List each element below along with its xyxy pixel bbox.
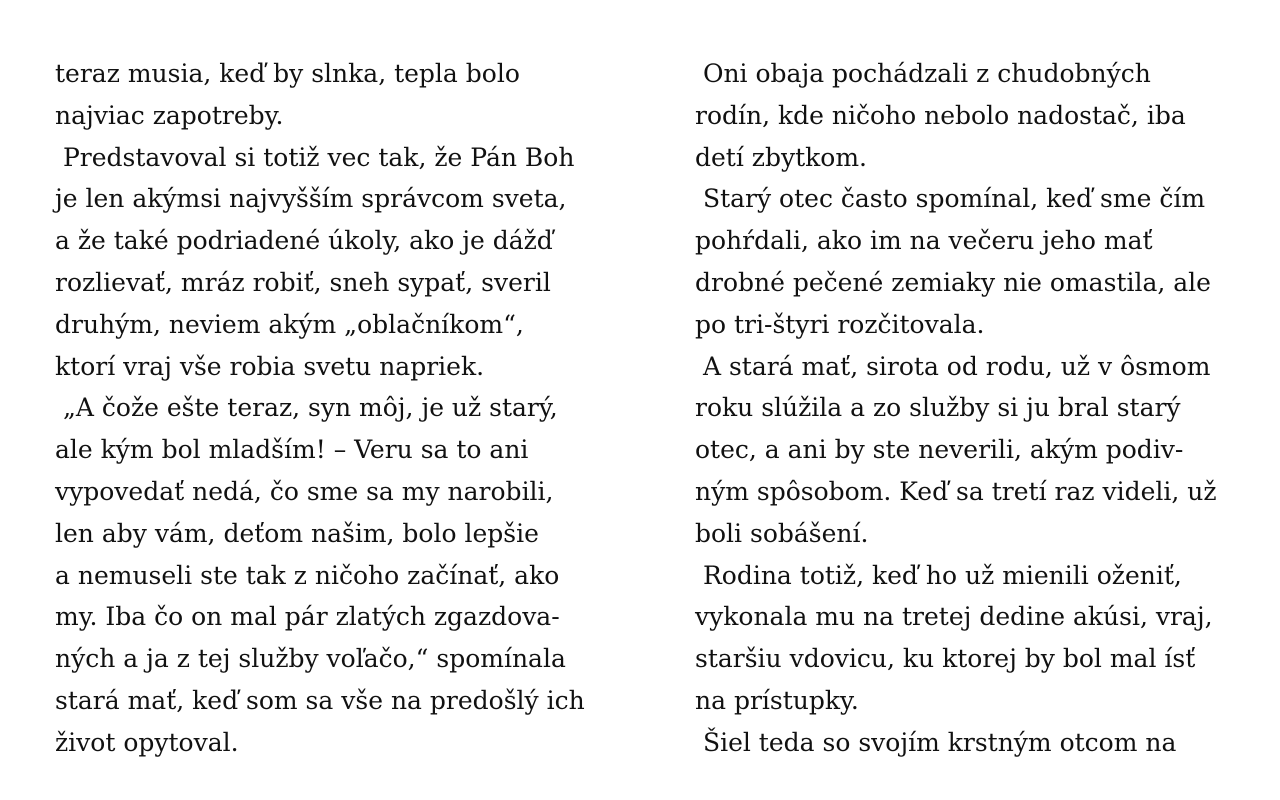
left-page-text-line: život opytoval. — [55, 727, 239, 757]
left-page-text-line: je len akýmsi najvyšším správcom sveta, — [55, 184, 567, 214]
right-page-text-line: rodín, kde ničoho nebolo nadostač, iba — [695, 100, 1186, 130]
left-page-text-line: najviac zapotreby. — [55, 100, 284, 130]
right-page-text-line: boli sobášení. — [695, 518, 869, 548]
left-page-text-line: ných a ja z tej služby voľačo,“ spomínala — [55, 644, 566, 674]
right-page-text-line: po tri-štyri rozčitovala. — [695, 309, 985, 339]
right-page-text-line: Rodina totiž, keď ho už mienili oženiť, — [695, 560, 1182, 590]
right-page-text-line: detí zbytkom. — [695, 142, 867, 172]
left-page-text-line: rozlievať, mráz robiť, sneh sypať, sveril — [55, 267, 551, 297]
right-page-text-line: Oni obaja pochádzali z chudobných — [695, 59, 1151, 88]
right-page-text-line: vykonala mu na tretej dedine akúsi, vraj, — [695, 602, 1213, 632]
right-page-text-line: ným spôsobom. Keď sa tretí raz videli, už — [695, 476, 1217, 506]
left-page-text-line: a že také podriadené úkoly, ako je dážď — [55, 226, 553, 256]
left-page-text-line: ktorí vraj vše robia svetu napriek. — [55, 351, 485, 381]
right-page-text-line: na prístupky. — [695, 685, 859, 715]
left-page-text-line: stará mať, keď som sa vše na predošlý ich — [55, 685, 585, 715]
right-page-text-line: otec, a ani by ste neverili, akým podiv- — [695, 435, 1184, 465]
right-page-text-line: roku slúžila a zo služby si ju bral starý — [695, 393, 1181, 423]
left-page-text-line: Predstavoval si totiž vec tak, že Pán Boh — [55, 142, 575, 172]
left-page-text-line: „A čože ešte teraz, syn môj, je už starý, — [55, 393, 558, 423]
left-page-text-line: vypovedať nedá, čo sme sa my narobili, — [55, 476, 554, 506]
right-page-text-line: pohŕdali, ako im na večeru jeho mať — [695, 226, 1153, 256]
left-page-text-line: druhým, neviem akým „oblačníkom“, — [55, 309, 524, 339]
right-page — [695, 53, 1255, 764]
left-page-text-line: teraz musia, keď by slnka, tepla bolo — [55, 59, 520, 88]
right-page-text-line: Šiel teda so svojím krstným otcom na — [695, 727, 1177, 757]
left-page — [55, 53, 615, 764]
left-page-text-line: len aby vám, deťom našim, bolo lepšie — [55, 518, 539, 548]
right-page-text-line: drobné pečené zemiaky nie omastila, ale — [695, 267, 1211, 297]
right-page-text-line: A stará mať, sirota od rodu, už v ôsmom — [695, 351, 1211, 381]
left-page-text-line: ale kým bol mladším! – Veru sa to ani — [55, 435, 529, 465]
right-page-text-line: Starý otec často spomínal, keď sme čím — [695, 184, 1206, 214]
left-page-text-line: a nemuseli ste tak z ničoho začínať, ako — [55, 560, 560, 590]
right-page-text-line: staršiu vdovicu, ku ktorej by bol mal ísť — [695, 644, 1196, 674]
left-page-text-line: my. Iba čo on mal pár zlatých zgazdova- — [55, 602, 560, 632]
